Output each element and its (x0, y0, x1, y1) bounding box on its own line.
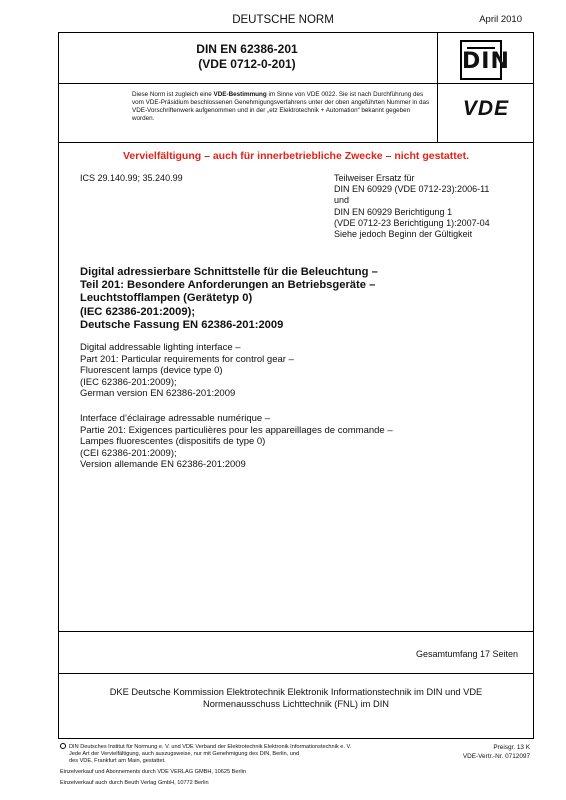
title-english: Digital addressable lighting interface – Part 201: Particular requirements for control gear – Fluorescent lamps (device type 0) (IEC 62386-201:2009); German version EN 62386-201:2009 (80, 342, 294, 400)
title-german: Digital adressierbare Schnittstelle für die Beleuchtung – Teil 201: Besondere Anforderungen an Betriebsgeräte – Leuchtstofflampen (Gerätetyp 0) (IEC 62386-201:2009); Deutsche Fassung EN 62386-201:2009 (80, 266, 378, 331)
din-logo (460, 40, 510, 80)
sales-beuth: Einzelverkauf auch durch Beuth Verlag GmbH, 10772 Berlin (60, 780, 209, 786)
divider (59, 83, 533, 84)
divider (437, 33, 438, 143)
document-number: DIN EN 62386-201 (VDE 0712-0-201) (196, 42, 298, 71)
vde-regulation-note: Diese Norm ist zugleich eine VDE-Bestimmung im Sinne von VDE 0022. Sie ist nach Durchführung des vom VDE-Präsidium beschlossenen Genehmigungsverfahrens unter der oben angeführten Nummer in das VDE-Vorschriftenwerk aufgenommen und in der „etz Elektrotechnik + Automation“ bekannt gegeben worden. (132, 91, 430, 123)
divider (59, 142, 533, 143)
total-pages: Gesamtumfang 17 Seiten (415, 649, 518, 659)
norm-category: DEUTSCHE NORM (232, 14, 334, 26)
order-info (463, 744, 530, 761)
ics-codes: ICS 29.140.99; 35.240.99 (80, 173, 183, 183)
replacement-info: Teilweiser Ersatz für DIN EN 60929 (VDE 0712-23):2006-11 und DIN EN 60929 Berichtigung 1 (VDE 0712-23 Berichtigung 1):2007-04 Siehe jedoch Beginn der Gültigkeit (334, 173, 490, 240)
divider (59, 673, 533, 674)
copyright-notice: DIN Deutsches Institut für Normung e. V. und VDE Verband der Elektrotechnik Elektronik Informationstechnik e. V. Jede Art der Vervielfältigung, auch auszugsweise, nur mit Genehmigung des DIN, Berlin, und des VDE, Frankfurt am Main, gestattet. (60, 743, 440, 766)
divider (59, 631, 533, 632)
vde-logo: VDE (462, 97, 510, 120)
committee: DKE Deutsche Kommission Elektrotechnik Elektronik Informationstechnik im DIN und VDE Normenausschuss Lichttechnik (FNL) im DIN (109, 687, 483, 709)
title-french: Interface d’éclairage adressable numérique – Partie 201: Exigences particulières pour les appareillages de commande – Lampes fluorescentes (dispositifs de type 0) (CEI 62386-201:2009); Version allemande EN 62386-201:2009 (80, 413, 393, 471)
sales-vde-verlag: Einzelverkauf und Abonnements durch VDE VERLAG GMBH, 10625 Berlin (60, 769, 246, 775)
din-logo-text: DIN (462, 49, 510, 74)
copyright-icon (60, 743, 66, 749)
copy-warning: Vervielfältigung – auch für innerbetriebliche Zwecke – nicht gestattet. (122, 150, 469, 162)
price-group: Preisgr. 13 K (493, 744, 530, 751)
vde-order-number: VDE-Vertr.-Nr. 0712097 (462, 752, 530, 760)
publication-date: April 2010 (479, 14, 522, 25)
